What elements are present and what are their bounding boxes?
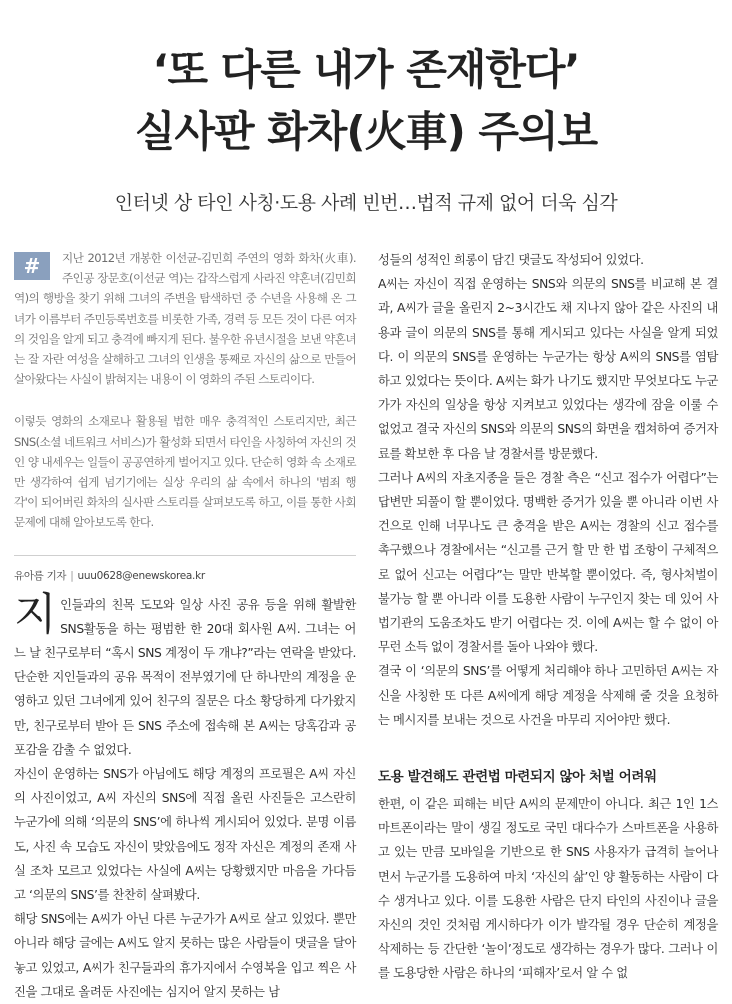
subheadline: 인터넷 상 타인 사칭·도용 사례 빈번…법적 규제 없어 더욱 심각 <box>114 192 618 214</box>
body-paragraph-8: 한편, 이 같은 피해는 비단 A씨의 문제만이 아니다. 최근 1인 1스마트폰이라는 말이 생길 정도로 국민 대다수가 스마트폰을 사용하고 있는 만큼 모바일을 기반으로 한 SNS 사용자가 급격히 늘어나면서 누군가를 도용하여 마치 ‘자신의 삶’인 양 활동하는 사람이 다수 생겨나고 있다. 이를 도용한 사람은 단지 타인의 사진이나 글을 자신의 것인 것처럼 게시하다가 이가 발각될 경우 단순히 계정을 삭제하는 등 간단한 ‘놀이’정도로 생각하는 경우가 많다. 그러나 이를 도용당한 사람은 하나의 ‘피해자’로서 알 수 없 <box>378 797 718 981</box>
reporter-email[interactable]: uuu0628@enewskorea.kr <box>77 569 205 582</box>
body-paragraph-2: 자신이 운영하는 SNS가 아님에도 해당 계정의 프로필은 A씨 자신의 사진이었고, A씨 자신의 SNS에 직접 올린 사진들은 고스란히 누군가에 의해 ‘의문의 SNS’에 하나씩 게시되어 있었다. 분명 이름도, 사진 속 모습도 자신이 맞았음에도 정작 자신은 계정의 존재 사실 조차 모르고 있었다는 사실에 A씨는 당황했지만 마음을 가다듬고 ‘의문의 SNS’를 찬찬히 살펴봤다. <box>14 767 356 903</box>
article-body-left <box>14 588 356 1004</box>
body-paragraph-4: 성들의 성적인 희롱이 담긴 댓글도 작성되어 있었다. <box>378 253 644 267</box>
lead-box <box>14 248 356 533</box>
headline <box>0 42 732 160</box>
right-column <box>378 248 718 986</box>
left-column <box>14 248 356 1004</box>
body-paragraph-7: 결국 이 ‘의문의 SNS’를 어떻게 처리해야 하나 고민하던 A씨는 자신을 사칭한 또 다른 A씨에게 해당 계정을 삭제해 줄 것을 요청하는 메시지를 보내는 것으로 사건을 마무리 지어야만 했다. <box>378 664 718 727</box>
lead-paragraph-2: 이렇듯 영화의 소재로나 활용될 법한 매우 충격적인 스토리지만, 최근 SNS(소셜 네트워크 서비스)가 활성화 되면서 타인을 사칭하여 자신의 것인 양 내세우는 일들이 공공연하게 벌어지고 있다. 단순히 영화 속 소재로만 생각하여 쉽게 넘기기에는 실상 우리의 삶 속에서 하나의 '범죄 행각'이 되어버린 화차의 실사판 스토리를 살펴보도록 하고, 이를 통한 사회 문제에 대해 알아보도록 한다. <box>14 414 356 530</box>
hash-marker-icon: # <box>14 252 50 280</box>
lead-paragraph-1: 지난 2012년 개봉한 이선균-김민희 주연의 영화 화차(火車). 주인공 장문호(이선균 역)는 갑작스럽게 사라진 약혼녀(김민희 역)의 행방을 찾기 위해 그녀의 주변을 탐색하던 중 수년을 사용해 온 그녀가 이름부터 주민등록번호를 비롯한 가족, 경력 등 모든 것이 다른 여자의 것임을 알게 되고 충격에 빠지게 된다. 불우한 유년시절을 보낸 약혼녀는 잘 자란 여성을 살해하고 그녀의 인생을 통째로 자신의 삶으로 만들어 살아왔다는 사실이 밝혀지는 내용이 이 영화의 주된 스토리이다. <box>14 251 356 387</box>
body-paragraph-3: 해당 SNS에는 A씨가 아닌 다른 누군가가 A씨로 살고 있었다. 뿐만 아니라 해당 글에는 A씨도 알지 못하는 많은 사람들이 댓글을 달아놓고 있었고, A씨가 친구들과의 휴가지에서 수영복을 입고 찍은 사진을 그대로 올려둔 사진에는 심지어 알지 못하는 남 <box>14 912 356 999</box>
headline-line-2: 실사판 화차(火車) 주의보 <box>134 107 598 156</box>
body-paragraph-1: 지인들과의 친목 도모와 일상 사진 공유 등을 위해 활발한 SNS활동을 하는 평범한 한 20대 회사원 A씨. 그녀는 어느 날 친구로부터 “혹시 SNS 계정이 두 개냐?”라는 연락을 받았다. 단순한 지인들과의 공유 목적이 전부였기에 단 하나만의 계정을 운영하고 있던 그녀에게 있어 친구의 질문은 다소 황당하게 다가왔지만, 친구로부터 받아 든 SNS 주소에 접속해 본 A씨는 당혹감과 공포감을 감출 수 없었다. <box>14 588 356 757</box>
reporter-name: 유아름 기자 <box>14 569 67 582</box>
drop-cap: 지 <box>14 588 57 640</box>
body-paragraph-6: 그러나 A씨의 자초지종을 들은 경찰 측은 “신고 접수가 어렵다”는 답변만 되풀이 할 뿐이었다. 명백한 증거가 있을 뿐 아니라 이번 사건으로 인해 너무나도 큰 충격을 받은 A씨는 경찰의 신고 접수를 촉구했으나 경찰에서는 “신고를 근거 할 만 한 법 조항이 구체적으로 없어 신고는 어렵다”는 말만 반복할 뿐이었다. 즉, 형사처벌이 불가능 할 뿐 아니라 이를 도용한 사람이 누구인지 찾는 데 있어 사법기관의 도움조차도 받기 어렵다는 것. 이에 A씨는 할 수 없이 아무런 소득 없이 경찰서를 돌아 나와야 했다. <box>378 470 718 655</box>
section-heading: 도용 발견해도 관련법 마련되지 않아 처벌 어려워 <box>378 769 657 786</box>
headline-line-1: ‘또 다른 내가 존재한다’ <box>152 45 580 94</box>
byline: 유아름 기자 | uuu0628@enewskorea.kr <box>14 555 356 583</box>
body-paragraph-5: A씨는 자신이 직접 운영하는 SNS와 의문의 SNS를 비교해 본 결과, A씨가 글을 올린지 2~3시간도 채 지나지 않아 같은 사진의 내용과 글이 의문의 SNS를 통해 게시되고 있다는 사실을 알게 되었다. 이 의문의 SNS를 운영하는 누군가는 항상 A씨의 SNS를 염탐하고 있었다는 뜻이다. A씨는 화가 나기도 했지만 무엇보다도 누군가가 자신의 일상을 항상 지켜보고 있었다는 생각에 잠을 이룰 수 없었고 결국 자신의 SNS와 의문의 SNS의 화면을 캡쳐하여 증거자료를 확보한 후 다음 날 경찰서를 방문했다. <box>378 277 718 461</box>
